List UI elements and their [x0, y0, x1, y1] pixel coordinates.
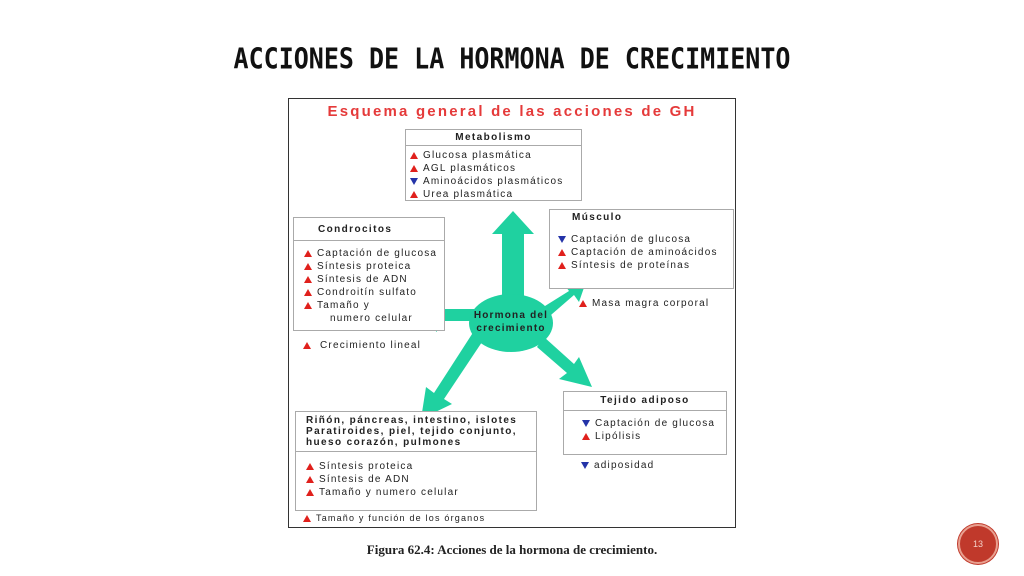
- hub-label: [461, 309, 561, 335]
- arrow-up-icon: [558, 262, 566, 269]
- condrocitos-title: Condrocitos: [318, 224, 393, 235]
- arrow-up-icon: [410, 165, 418, 172]
- arrow-up-icon: [410, 152, 418, 159]
- condrocitos-outside: Crecimiento lineal: [303, 339, 421, 352]
- arrow-up-icon: [306, 476, 314, 483]
- arrow-up-icon: [582, 433, 590, 440]
- figure-caption: Figura 62.4: Acciones de la hormona de crecimiento.: [366, 542, 658, 557]
- organos-title: Riñón, páncreas, intestino, islotes Paratiroides, piel, tejido conjunto, hueso corazón, pulmones: [306, 415, 518, 448]
- arrow-up-icon: [410, 191, 418, 198]
- arrow-up-icon: [304, 289, 312, 296]
- arrow-up-icon: [303, 342, 311, 349]
- arrow-up-icon: [306, 463, 314, 470]
- musculo-item-2: Síntesis de proteínas: [558, 259, 733, 272]
- metabolismo-title: Metabolismo: [455, 132, 532, 143]
- tejido-adiposo-title: Tejido adiposo: [600, 395, 690, 406]
- arrow-up-icon: [304, 276, 312, 283]
- arrow-up-icon: [304, 250, 312, 257]
- figure-title: Esquema general de las acciones de GH: [327, 103, 697, 120]
- condrocitos-item-2: Síntesis de ADN: [304, 273, 444, 286]
- hub-label-line2: crecimiento: [476, 323, 546, 334]
- slide-title: ACCIONES DE LA HORMONA DE CRECIMIENTO: [233, 41, 791, 76]
- metabolismo-item-0: Glucosa plasmática: [410, 149, 581, 162]
- musculo-outside: Masa magra corporal: [579, 297, 709, 310]
- arrow-down-icon: [582, 420, 590, 427]
- arrow-to-organos: [421, 331, 484, 419]
- metabolismo-item-3: Urea plasmática: [410, 188, 581, 201]
- tejido-adiposo-outside: adiposidad: [581, 459, 654, 472]
- metabolismo-box: [405, 129, 582, 201]
- organos-item-0: Síntesis proteica: [306, 460, 536, 473]
- arrow-up-icon: [306, 489, 314, 496]
- arrow-to-metabolismo: [492, 211, 534, 304]
- metabolismo-item-1: AGL plasmáticos: [410, 162, 581, 175]
- arrow-up-icon: [579, 300, 587, 307]
- condrocitos-box: [293, 217, 445, 331]
- organos-box: [295, 411, 537, 511]
- condrocitos-item-0: Captación de glucosa: [304, 247, 444, 260]
- arrow-up-icon: [558, 249, 566, 256]
- organos-item-1: Síntesis de ADN: [306, 473, 536, 486]
- condrocitos-continuation: numero celular: [330, 313, 413, 324]
- organos-item-2: Tamaño y numero celular: [306, 486, 536, 499]
- metabolismo-item-2: Aminoácidos plasmáticos: [410, 175, 581, 188]
- arrow-up-icon: [304, 302, 312, 309]
- musculo-item-0: Captación de glucosa: [558, 233, 733, 246]
- gh-actions-figure: [288, 98, 736, 528]
- hub-label-line1: Hormona del: [473, 310, 549, 321]
- condrocitos-item-1: Síntesis proteica: [304, 260, 444, 273]
- tejido-adiposo-box: [563, 391, 727, 455]
- arrow-up-icon: [304, 263, 312, 270]
- musculo-title: Músculo: [572, 212, 623, 223]
- arrow-down-icon: [581, 462, 589, 469]
- musculo-box: [549, 209, 734, 289]
- arrow-down-icon: [558, 236, 566, 243]
- condrocitos-item-3: Condroitín sulfato: [304, 286, 444, 299]
- musculo-item-1: Captación de aminoácidos: [558, 246, 733, 259]
- condrocitos-item-4: Tamaño y: [304, 299, 444, 312]
- tejido-adiposo-item-0: Captación de glucosa: [582, 417, 726, 430]
- arrow-to-tejido-adiposo: [537, 337, 592, 387]
- page-number-badge: 13: [958, 524, 998, 564]
- tejido-adiposo-item-1: Lipólisis: [582, 430, 726, 443]
- organos-outside: Tamaño y función de los órganos: [303, 512, 485, 525]
- arrow-up-icon: [303, 515, 311, 522]
- arrow-down-icon: [410, 178, 418, 185]
